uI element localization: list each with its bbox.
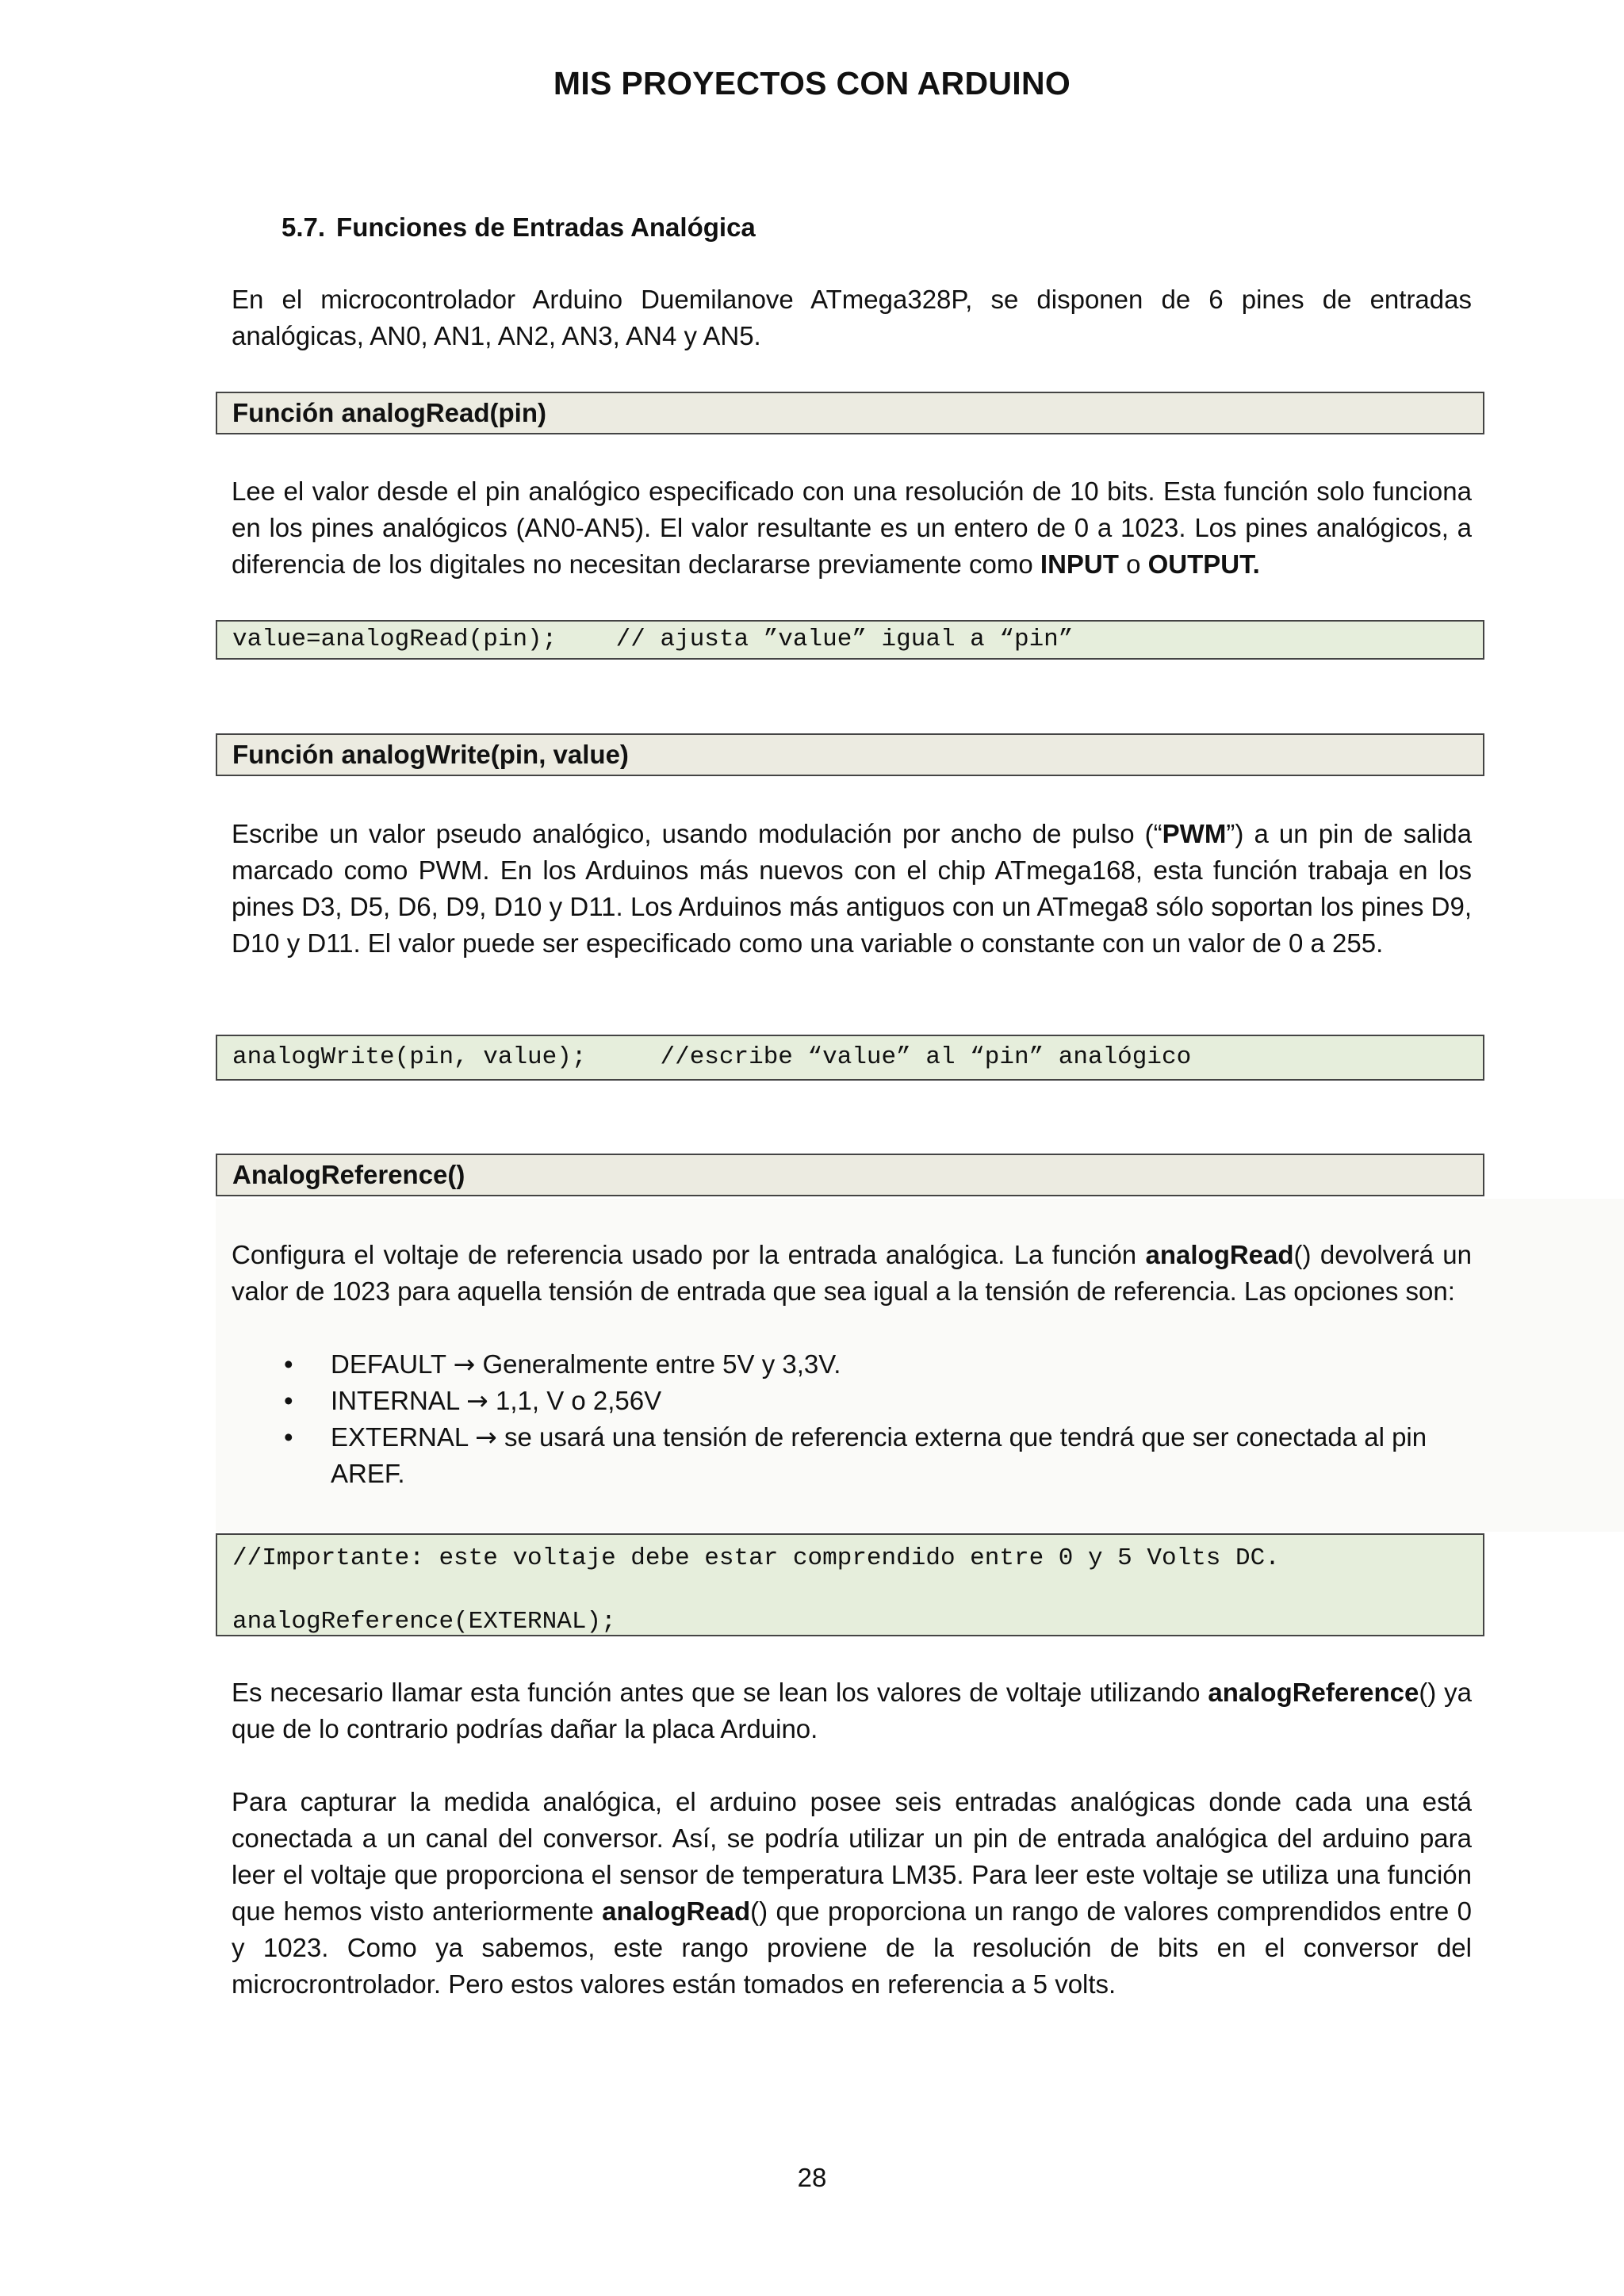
bullet-icon: •	[284, 1386, 293, 1415]
section-heading	[282, 212, 756, 243]
arrow-right-icon: →	[475, 1422, 497, 1452]
analogwrite-heading-box: Función analogWrite(pin, value)	[216, 733, 1484, 776]
option-name: INTERNAL	[331, 1386, 459, 1415]
bullet-icon: •	[284, 1422, 293, 1452]
option-name: DEFAULT	[331, 1349, 446, 1379]
code-line-call: analogReference(EXTERNAL);	[232, 1608, 616, 1636]
option-text: se usará una tensión de referencia externa que tendrá que ser conectada al pin AREF.	[331, 1422, 1427, 1488]
list-item	[232, 1346, 1472, 1383]
list-item	[232, 1383, 1472, 1419]
analogreference-desc-analogread: analogRead	[1145, 1240, 1294, 1269]
note-bold: analogReference	[1208, 1678, 1419, 1707]
analogwrite-description	[232, 816, 1472, 962]
analogwrite-code-box: analogWrite(pin, value); //escribe “value” al “pin” analógico	[216, 1035, 1484, 1081]
closing-bold: analogRead	[602, 1896, 751, 1926]
arrow-right-icon: →	[466, 1385, 488, 1416]
intro-paragraph: En el microcontrolador Arduino Duemilanove ATmega328P, se disponen de 6 pines de entradas analógicas, AN0, AN1, AN2, AN3, AN4 y AN5.	[232, 285, 1472, 350]
code-line-comment: //Importante: este voltaje debe estar comprendido entre 0 y 5 Volts DC.	[232, 1544, 1280, 1572]
bullet-icon: •	[284, 1349, 293, 1379]
list-item	[232, 1419, 1472, 1492]
note-text: Es necesario llamar esta función antes que se lean los valores de voltaje utilizando	[232, 1678, 1208, 1707]
analogread-desc-text: Lee el valor desde el pin analógico especificado con una resolución de 10 bits. Esta función solo funciona en los pines analógicos (AN0-AN5). El valor resultante es un entero de 0 a 1023. Los pines analógicos, a diferencia de los digitales no necesitan declararse previamente como	[232, 476, 1472, 579]
closing-paragraph	[232, 1784, 1472, 2003]
analogwrite-desc-text: Escribe un valor pseudo analógico, usando modulación por ancho de pulso (“	[232, 819, 1162, 848]
page-number: 28	[797, 2163, 827, 2192]
section-title: Funciones de Entradas Analógica	[336, 212, 756, 242]
analogread-description	[232, 473, 1472, 583]
analogread-desc-output: OUTPUT.	[1147, 549, 1260, 579]
arrow-right-icon: →	[453, 1349, 476, 1380]
analogread-desc-or: o	[1118, 549, 1148, 579]
closing-text: Para capturar la medida analógica, el arduino posee seis entradas analógicas donde cada una está conectada a un canal del conversor. Así, se podría utilizar un pin de entrada analógica del arduino para leer el voltaje que proporciona el sensor de temperatura LM35. Para leer este voltaje se utiliza una función que hemos visto anteriormente	[232, 1787, 1472, 1926]
option-name: EXTERNAL	[331, 1422, 468, 1452]
analogwrite-desc-pwm: PWM	[1162, 819, 1227, 848]
section-number: 5.7.	[282, 212, 326, 242]
reference-options-list	[232, 1346, 1472, 1492]
option-text: 1,1, V o 2,56V	[495, 1386, 662, 1415]
analogreference-desc-rest: () devolverá un valor de 1023 para aquella tensión de entrada que sea igual a la tensión de referencia. Las opciones son:	[232, 1240, 1473, 1306]
closing-rest: () que proporciona un rango de valores comprendidos entre 0 y 1023. Como ya sabemos, este rango proviene de la resolución de bits en el conversor del microcrontrolador. Pero estos valores están tomados en referencia a 5 volts.	[232, 1896, 1472, 1999]
analogreference-desc-text: Configura el voltaje de referencia usado por la entrada analógica. La función	[232, 1240, 1146, 1269]
analogread-heading-box: Función analogRead(pin)	[216, 392, 1484, 434]
analogreference-description	[232, 1237, 1472, 1310]
option-text: Generalmente entre 5V y 3,3V.	[482, 1349, 841, 1379]
analogread-code-box: value=analogRead(pin); // ajusta ”value” igual a “pin”	[216, 620, 1484, 660]
page-title: MIS PROYECTOS CON ARDUINO	[553, 65, 1071, 101]
analogreference-heading-box: AnalogReference()	[216, 1154, 1484, 1196]
analogread-desc-input: INPUT	[1040, 549, 1119, 579]
note-rest: () ya que de lo contrario podrías dañar la placa Arduino.	[232, 1678, 1473, 1743]
analogreference-note	[232, 1674, 1472, 1747]
analogwrite-desc-rest: ”) a un pin de salida marcado como PWM. En los Arduinos más nuevos con el chip ATmega168, esta función trabaja en los pines D3, D5, D6, D9, D10 y D11. Los Arduinos más antiguos con un ATmega8 sólo soportan los pines D9, D10 y D11. El valor puede ser especificado como una variable o constante con un valor de 0 a 255.	[232, 819, 1472, 958]
analogreference-code-box	[216, 1533, 1484, 1636]
